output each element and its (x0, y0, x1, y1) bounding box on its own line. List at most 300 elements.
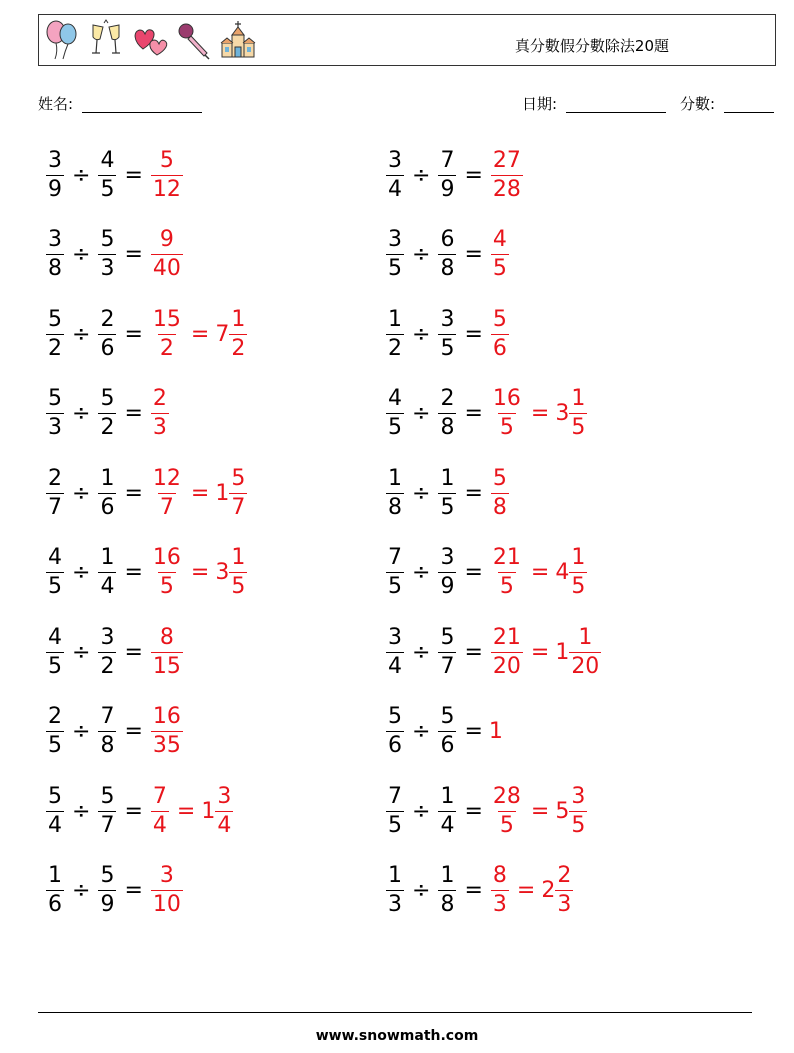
mixed-fraction (229, 547, 247, 598)
dividend-fraction-denominator: 5 (388, 256, 402, 281)
divisor-fraction-denominator: 5 (100, 176, 115, 202)
answer-equals-sign: = (190, 321, 210, 347)
divisor-fraction (98, 388, 116, 439)
answer-equals-sign: = (190, 480, 210, 506)
divisor-fraction-numerator: 6 (440, 227, 455, 252)
answer-fraction (151, 865, 183, 916)
answer-fraction-numerator: 8 (492, 863, 507, 888)
date-label: 日期: (522, 95, 558, 113)
balloons-icon (43, 19, 81, 61)
divisor-fraction-denominator: 2 (100, 653, 115, 679)
answer-fraction-denominator: 5 (499, 812, 514, 838)
dividend-fraction-numerator: 1 (388, 465, 402, 491)
answer-fraction-numerator: 16 (492, 386, 521, 411)
answer-fraction-denominator: 3 (152, 415, 167, 440)
dividend-fraction (46, 783, 64, 838)
name-label: 姓名: (38, 95, 74, 113)
mixed-fraction (215, 783, 233, 838)
mixed-fraction-denominator: 5 (571, 415, 586, 440)
problem-item (384, 776, 589, 846)
equals-sign: = (124, 321, 143, 347)
dividend-fraction-denominator: 5 (388, 574, 402, 599)
dividend-fraction (386, 306, 404, 361)
dividend-fraction (46, 865, 64, 916)
problem-item (44, 220, 185, 290)
problem-item (44, 140, 185, 210)
divisor-fraction-numerator: 1 (440, 783, 455, 809)
answer-fraction-denominator: 8 (492, 494, 507, 520)
divisor-fraction (98, 865, 116, 916)
divisor-fraction-denominator: 4 (440, 812, 455, 838)
dividend-fraction-numerator: 4 (48, 545, 62, 570)
answer-fraction-numerator: 16 (152, 545, 181, 570)
divisor-fraction (98, 547, 116, 598)
mixed-whole: 3 (215, 560, 230, 585)
answer-fraction-denominator: 20 (492, 653, 521, 679)
answer-fraction-numerator: 2 (152, 386, 167, 411)
dividend-fraction-denominator: 4 (388, 653, 402, 679)
mixed-whole: 3 (555, 401, 570, 426)
answer-fraction (491, 865, 509, 916)
mixed-fraction-denominator: 7 (231, 494, 246, 520)
problem-item (44, 379, 171, 449)
dividend-fraction-denominator: 5 (48, 574, 62, 599)
answer-fraction (151, 547, 183, 598)
dividend-fraction-numerator: 3 (388, 624, 402, 650)
footer-divider (38, 1012, 752, 1013)
divide-sign: ÷ (72, 719, 91, 744)
divide-sign: ÷ (72, 639, 91, 665)
answer-fraction (491, 306, 509, 361)
divisor-fraction (438, 388, 456, 439)
divisor-fraction (438, 624, 456, 679)
divisor-fraction-numerator: 1 (440, 863, 455, 888)
mixed-whole: 1 (555, 639, 570, 665)
answer-fraction (151, 783, 169, 838)
dividend-fraction (46, 306, 64, 361)
equals-sign: = (464, 480, 483, 506)
answer-fraction (491, 547, 523, 598)
divisor-fraction-numerator: 5 (440, 704, 455, 729)
worksheet-title: 真分數假分數除法20題 (514, 37, 669, 55)
answer-fraction (151, 465, 183, 520)
equals-sign: = (124, 798, 143, 824)
divisor-fraction-numerator: 7 (440, 147, 455, 173)
answer-equals-sign: = (190, 560, 210, 585)
dividend-fraction-denominator: 6 (388, 733, 402, 758)
equals-sign: = (464, 321, 483, 347)
mixed-fraction-numerator: 1 (578, 624, 593, 650)
equals-sign: = (124, 480, 143, 506)
problem-item (384, 220, 511, 290)
answer-fraction (491, 783, 523, 838)
equals-sign: = (124, 401, 143, 426)
problem-item (384, 299, 511, 369)
answer-fraction-denominator: 2 (159, 335, 174, 361)
divisor-fraction-numerator: 1 (440, 465, 455, 491)
problem-item (384, 856, 575, 926)
equals-sign: = (464, 401, 483, 426)
divide-sign: ÷ (412, 242, 431, 267)
divisor-fraction (438, 706, 456, 757)
header-icons (43, 19, 257, 61)
answer-fraction (491, 388, 523, 439)
divide-sign: ÷ (412, 401, 431, 426)
mixed-fraction (569, 783, 587, 838)
divisor-fraction-denominator: 6 (440, 733, 455, 758)
answer-fraction-numerator: 8 (159, 624, 174, 650)
divisor-fraction (98, 783, 116, 838)
dividend-fraction-denominator: 7 (48, 494, 62, 520)
mixed-fraction (569, 624, 601, 679)
dividend-fraction-numerator: 2 (48, 704, 62, 729)
equals-sign: = (464, 798, 483, 824)
answer-equals-sign: = (530, 639, 550, 665)
dividend-fraction (386, 706, 404, 757)
answer-equals-sign: = (530, 560, 550, 585)
dividend-fraction (46, 388, 64, 439)
equals-sign: = (124, 639, 143, 665)
equals-sign: = (124, 878, 143, 903)
divisor-fraction-denominator: 8 (440, 892, 455, 917)
answer-fraction-numerator: 21 (492, 624, 521, 650)
problem-item (44, 538, 249, 608)
dividend-fraction-numerator: 1 (388, 863, 402, 888)
equals-sign: = (124, 242, 143, 267)
dividend-fraction-denominator: 3 (388, 892, 402, 917)
dividend-fraction-numerator: 4 (388, 386, 402, 411)
dividend-fraction-numerator: 3 (388, 227, 402, 252)
header-box (38, 14, 776, 66)
mixed-fraction-denominator: 5 (571, 574, 586, 599)
equals-sign: = (464, 719, 483, 744)
answer-fraction (491, 624, 523, 679)
dividend-fraction-numerator: 5 (48, 306, 62, 332)
divisor-fraction-denominator: 9 (440, 176, 455, 202)
divisor-fraction-numerator: 5 (440, 624, 455, 650)
dividend-fraction-denominator: 2 (388, 335, 402, 361)
dividend-fraction (386, 547, 404, 598)
dividend-fraction (46, 547, 64, 598)
microphone-icon (175, 19, 213, 61)
dividend-fraction-numerator: 2 (48, 465, 62, 491)
divide-sign: ÷ (412, 480, 431, 506)
dividend-fraction-numerator: 3 (388, 147, 402, 173)
divisor-fraction-denominator: 2 (100, 415, 115, 440)
divisor-fraction-numerator: 4 (100, 147, 115, 173)
answer-fraction-numerator: 21 (492, 545, 521, 570)
mixed-fraction (229, 465, 247, 520)
divide-sign: ÷ (412, 798, 431, 824)
dividend-fraction-denominator: 6 (48, 892, 62, 917)
answer-fraction-numerator: 27 (492, 147, 521, 173)
answer-fraction-numerator: 5 (159, 147, 174, 173)
divide-sign: ÷ (412, 719, 431, 744)
divide-sign: ÷ (72, 242, 91, 267)
divisor-fraction (98, 147, 116, 202)
problem-item (44, 617, 185, 687)
mixed-fraction-numerator: 1 (571, 545, 586, 570)
dividend-fraction-denominator: 2 (48, 335, 62, 361)
mixed-fraction (569, 388, 587, 439)
divide-sign: ÷ (72, 798, 91, 824)
divide-sign: ÷ (72, 480, 91, 506)
divisor-fraction (98, 465, 116, 520)
divisor-fraction-denominator: 9 (100, 892, 115, 917)
answer-fraction-denominator: 12 (152, 176, 181, 202)
equals-sign: = (464, 560, 483, 585)
answer-fraction-denominator: 10 (152, 892, 181, 917)
answer-fraction-numerator: 9 (159, 227, 174, 252)
answer-fraction-numerator: 15 (152, 306, 181, 332)
answer-fraction-numerator: 7 (152, 783, 167, 809)
divisor-fraction-denominator: 9 (440, 574, 455, 599)
divide-sign: ÷ (72, 162, 91, 188)
dividend-fraction (386, 783, 404, 838)
dividend-fraction (46, 147, 64, 202)
divisor-fraction-numerator: 3 (440, 545, 455, 570)
dividend-fraction-denominator: 8 (48, 256, 62, 281)
divisor-fraction-numerator: 3 (100, 624, 115, 650)
answer-fraction-numerator: 28 (492, 783, 521, 809)
answer-fraction-denominator: 5 (159, 574, 174, 599)
mixed-whole: 5 (555, 798, 570, 824)
dividend-fraction (386, 229, 404, 280)
mixed-whole: 2 (541, 878, 556, 903)
problem-item (384, 697, 503, 767)
answer-equals-sign: = (530, 401, 550, 426)
divide-sign: ÷ (412, 878, 431, 903)
divisor-fraction-numerator: 5 (100, 227, 115, 252)
divisor-fraction-denominator: 5 (440, 494, 455, 520)
mixed-whole: 1 (201, 798, 216, 824)
divisor-fraction-numerator: 5 (100, 386, 115, 411)
dividend-fraction (386, 865, 404, 916)
mixed-fraction (569, 547, 587, 598)
answer-fraction-numerator: 12 (152, 465, 181, 491)
answer-fraction-denominator: 4 (152, 812, 167, 838)
divisor-fraction-numerator: 5 (100, 863, 115, 888)
equals-sign: = (124, 162, 143, 188)
divide-sign: ÷ (412, 321, 431, 347)
dividend-fraction (46, 229, 64, 280)
divisor-fraction-numerator: 2 (100, 306, 115, 332)
equals-sign: = (124, 719, 143, 744)
divisor-fraction (98, 624, 116, 679)
equals-sign: = (464, 639, 483, 665)
mixed-fraction-numerator: 3 (571, 783, 586, 809)
mixed-fraction (555, 865, 573, 916)
divisor-fraction (438, 465, 456, 520)
dividend-fraction-numerator: 3 (48, 147, 62, 173)
divisor-fraction-denominator: 8 (440, 256, 455, 281)
divisor-fraction-numerator: 5 (100, 783, 115, 809)
answer-fraction-denominator: 5 (499, 574, 514, 599)
divisor-fraction-numerator: 2 (440, 386, 455, 411)
dividend-fraction (46, 465, 64, 520)
answer-fraction-denominator: 40 (152, 256, 181, 281)
dividend-fraction-numerator: 3 (48, 227, 62, 252)
mixed-fraction-denominator: 3 (557, 892, 572, 917)
answer-fraction (151, 147, 183, 202)
date-blank[interactable] (566, 97, 666, 113)
mixed-fraction-denominator: 4 (217, 812, 232, 838)
divisor-fraction (98, 706, 116, 757)
mixed-fraction-numerator: 3 (217, 783, 232, 809)
footer-url: www.snowmath.com (315, 1028, 479, 1044)
divide-sign: ÷ (412, 162, 431, 188)
name-blank[interactable] (82, 97, 202, 113)
dividend-fraction-denominator: 3 (48, 415, 62, 440)
problem-item (384, 458, 511, 528)
dividend-fraction-denominator: 5 (388, 415, 402, 440)
divisor-fraction-denominator: 4 (100, 574, 115, 599)
divisor-fraction (438, 865, 456, 916)
divide-sign: ÷ (72, 878, 91, 903)
answer-fraction-denominator: 28 (492, 176, 521, 202)
dividend-fraction (386, 388, 404, 439)
date-field (522, 93, 666, 114)
answer-fraction (151, 624, 183, 679)
answer-equals-sign: = (530, 798, 550, 824)
mixed-fraction-denominator: 20 (571, 653, 600, 679)
divisor-fraction-numerator: 1 (100, 545, 115, 570)
divisor-fraction-numerator: 7 (100, 704, 115, 729)
answer-fraction-numerator: 16 (152, 704, 181, 729)
problem-item (384, 617, 603, 687)
divisor-fraction-numerator: 1 (100, 465, 115, 491)
problem-item (44, 776, 235, 846)
problem-item (44, 856, 185, 926)
divisor-fraction (98, 229, 116, 280)
answer-fraction-denominator: 5 (492, 256, 507, 281)
score-blank[interactable] (724, 97, 774, 113)
mixed-whole: 4 (555, 560, 570, 585)
divide-sign: ÷ (412, 639, 431, 665)
mixed-fraction-denominator: 2 (231, 335, 246, 361)
dividend-fraction (386, 465, 404, 520)
divisor-fraction-numerator: 3 (440, 306, 455, 332)
dividend-fraction-numerator: 5 (388, 704, 402, 729)
equals-sign: = (464, 878, 483, 903)
problem-item (384, 538, 589, 608)
answer-fraction-denominator: 15 (152, 653, 181, 679)
divisor-fraction (438, 547, 456, 598)
dividend-fraction (46, 624, 64, 679)
divisor-fraction-denominator: 5 (440, 335, 455, 361)
divisor-fraction-denominator: 3 (100, 256, 115, 281)
answer-equals-sign: = (516, 878, 536, 903)
problem-item (384, 379, 589, 449)
mixed-fraction-numerator: 1 (231, 545, 246, 570)
divisor-fraction (438, 147, 456, 202)
problem-item (44, 299, 249, 369)
answer-fraction-numerator: 3 (159, 863, 174, 888)
answer-fraction-denominator: 6 (492, 335, 507, 361)
problem-item (44, 697, 185, 767)
dividend-fraction-numerator: 7 (388, 783, 402, 809)
mixed-whole: 1 (215, 480, 230, 506)
mixed-fraction (229, 306, 247, 361)
score-label: 分數: (680, 95, 716, 113)
divisor-fraction (438, 306, 456, 361)
dividend-fraction-numerator: 7 (388, 545, 402, 570)
answer-fraction (151, 706, 183, 757)
dividend-fraction-denominator: 5 (48, 653, 62, 679)
dividend-fraction-denominator: 4 (48, 812, 62, 838)
equals-sign: = (464, 162, 483, 188)
answer-fraction (491, 465, 509, 520)
church-icon (219, 19, 257, 61)
answer-fraction-numerator: 5 (492, 306, 507, 332)
divide-sign: ÷ (72, 321, 91, 347)
hearts-icon (131, 19, 169, 61)
dividend-fraction-numerator: 5 (48, 783, 62, 809)
divide-sign: ÷ (72, 560, 91, 585)
divisor-fraction-denominator: 8 (440, 415, 455, 440)
name-field (38, 93, 202, 114)
mixed-fraction-numerator: 1 (571, 386, 586, 411)
answer-fraction-numerator: 4 (492, 227, 507, 252)
answer-fraction-numerator: 5 (492, 465, 507, 491)
divisor-fraction-denominator: 7 (440, 653, 455, 679)
divide-sign: ÷ (72, 401, 91, 426)
mixed-fraction-denominator: 5 (571, 812, 586, 838)
answer-fraction (151, 388, 169, 439)
mixed-whole: 7 (215, 321, 230, 347)
divisor-fraction-denominator: 6 (100, 335, 115, 361)
mixed-fraction-denominator: 5 (231, 574, 246, 599)
dividend-fraction-numerator: 5 (48, 386, 62, 411)
answer-whole: 1 (488, 719, 503, 744)
answer-fraction (151, 229, 183, 280)
answer-fraction (151, 306, 183, 361)
equals-sign: = (464, 242, 483, 267)
dividend-fraction-numerator: 4 (48, 624, 62, 650)
answer-fraction-denominator: 5 (499, 415, 514, 440)
dividend-fraction-denominator: 8 (388, 494, 402, 520)
mixed-fraction-numerator: 2 (557, 863, 572, 888)
dividend-fraction (386, 147, 404, 202)
answer-fraction (491, 147, 523, 202)
dividend-fraction-denominator: 9 (48, 176, 62, 202)
dividend-fraction-numerator: 1 (388, 306, 402, 332)
divisor-fraction (98, 306, 116, 361)
answer-fraction (491, 229, 509, 280)
dividend-fraction-denominator: 5 (388, 812, 402, 838)
answer-fraction-denominator: 35 (152, 733, 181, 758)
answer-fraction-denominator: 7 (159, 494, 174, 520)
divisor-fraction-denominator: 7 (100, 812, 115, 838)
dividend-fraction-denominator: 5 (48, 733, 62, 758)
divisor-fraction-denominator: 8 (100, 733, 115, 758)
answer-equals-sign: = (176, 798, 196, 824)
dividend-fraction (386, 624, 404, 679)
divide-sign: ÷ (412, 560, 431, 585)
dividend-fraction (46, 706, 64, 757)
mixed-fraction-numerator: 5 (231, 465, 246, 491)
mixed-fraction-numerator: 1 (231, 306, 246, 332)
answer-fraction-denominator: 3 (492, 892, 507, 917)
problem-item (44, 458, 249, 528)
divisor-fraction-denominator: 6 (100, 494, 115, 520)
problem-item (384, 140, 525, 210)
score-field (680, 93, 774, 114)
dividend-fraction-denominator: 4 (388, 176, 402, 202)
champagne-glasses-icon (87, 19, 125, 61)
equals-sign: = (124, 560, 143, 585)
dividend-fraction-numerator: 1 (48, 863, 62, 888)
